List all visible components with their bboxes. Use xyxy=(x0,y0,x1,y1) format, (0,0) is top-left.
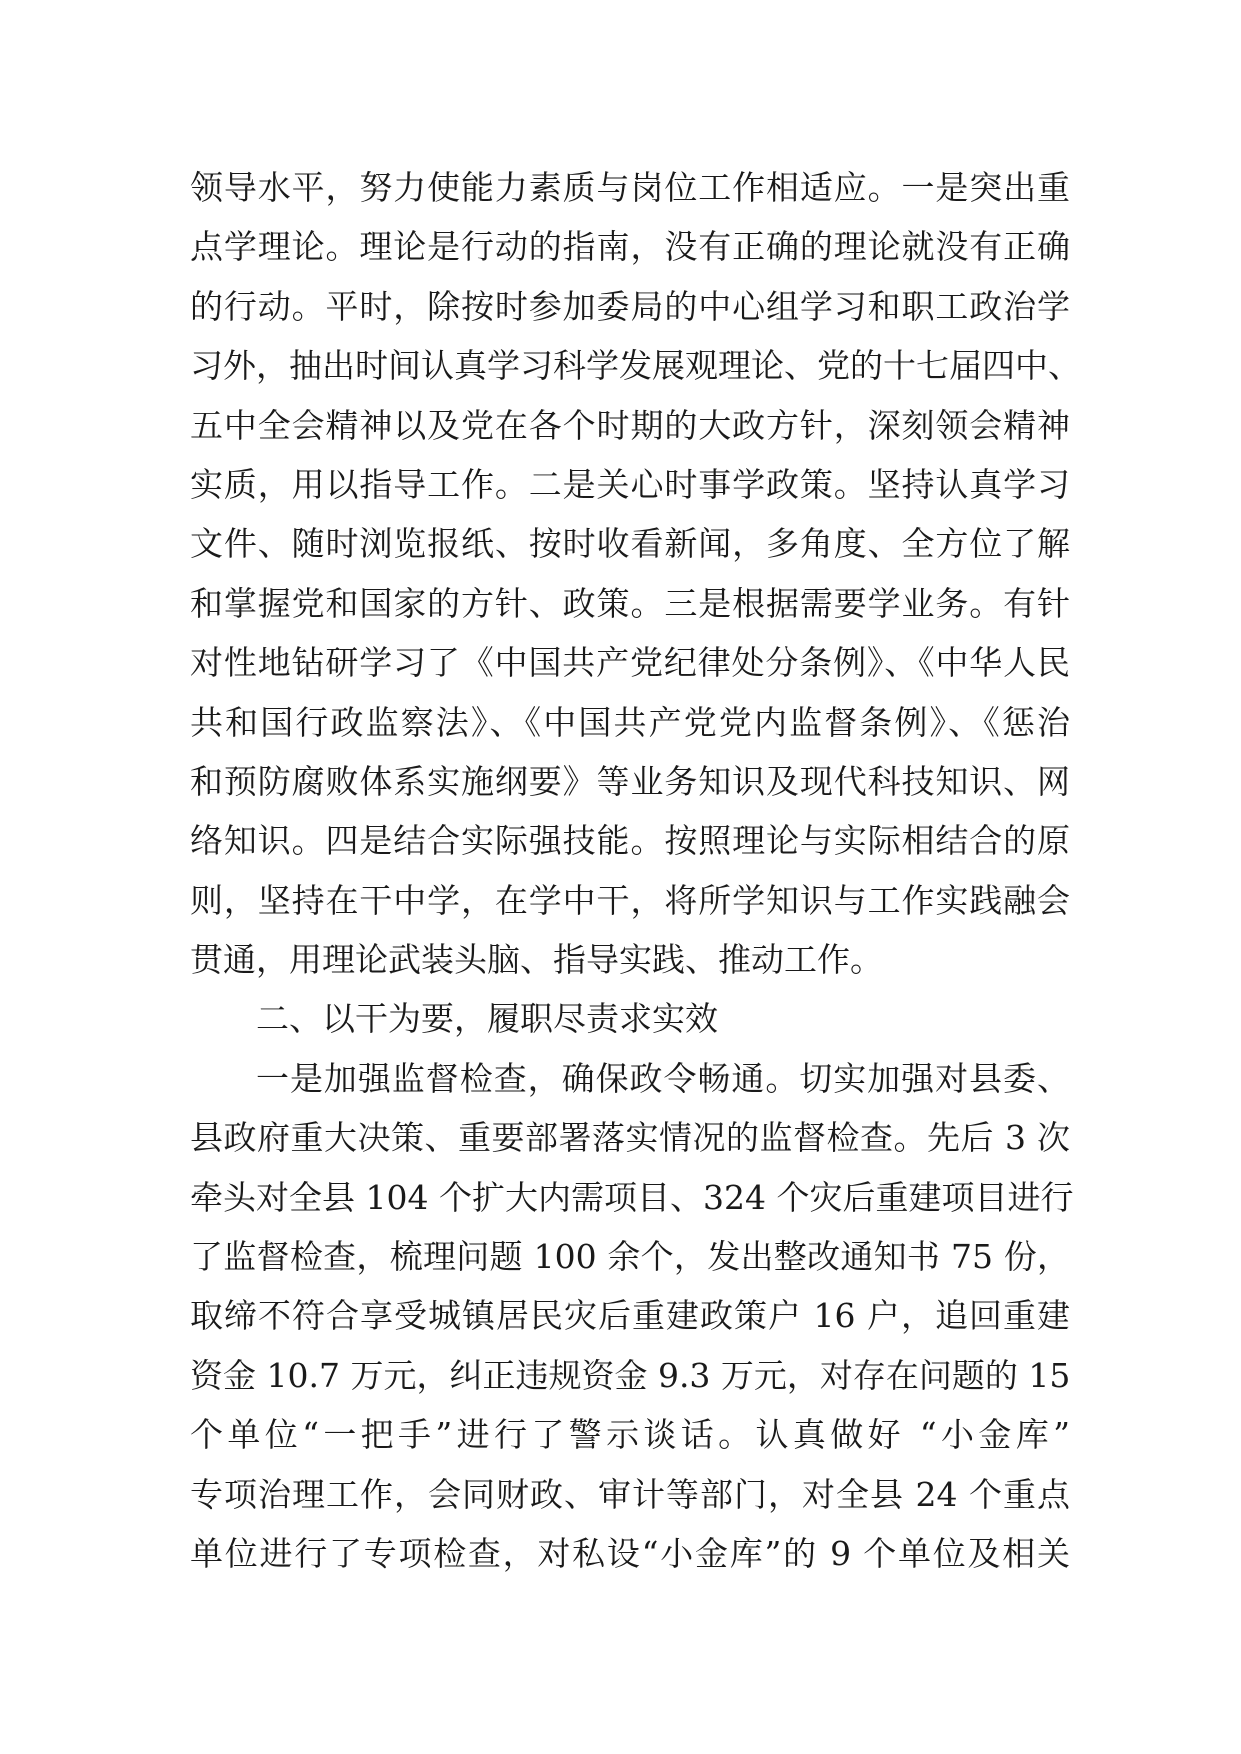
text-line: 个单位“一把手”进行了警示谈话。认真做好 “小金库” xyxy=(190,1415,1070,1455)
text-line: 的行动。平时，除按时参加委局的中心组学习和职工政治学 xyxy=(190,286,1070,326)
text-line: 习外，抽出时间认真学习科学发展观理论、党的十七届四中、 xyxy=(190,346,1081,386)
text-line: 了监督检查，梳理问题 100 余个，发出整改通知书 75 份， xyxy=(190,1237,1070,1277)
text-line: 则，坚持在干中学，在学中干，将所学知识与工作实践融会 xyxy=(190,880,1070,920)
text-line: 文件、随时浏览报纸、按时收看新闻，多角度、全方位了解 xyxy=(190,524,1070,564)
text-line: 牵头对全县 104 个扩大内需项目、324 个灾后重建项目进行 xyxy=(190,1177,1074,1217)
text-line: 和预防腐败体系实施纲要》等业务知识及现代科技知识、网 xyxy=(190,761,1070,801)
text-line: 共和国行政监察法》、《中国共产党党内监督条例》、《惩治 xyxy=(190,702,1070,742)
text-line: 和掌握党和国家的方针、政策。三是根据需要学业务。有针 xyxy=(190,583,1070,623)
body-text xyxy=(190,158,1081,1583)
text-line: 实质，用以指导工作。二是关心时事学政策。坚持认真学习 xyxy=(190,464,1070,504)
text-line: 五中全会精神以及党在各个时期的大政方针，深刻领会精神 xyxy=(190,405,1070,445)
text-line: 点学理论。理论是行动的指南，没有正确的理论就没有正确 xyxy=(190,227,1070,267)
text-line: 县政府重大决策、重要部署落实情况的监督检查。先后 3 次 xyxy=(190,1118,1070,1158)
text-line: 专项治理工作，会同财政、审计等部门，对全县 24 个重点 xyxy=(190,1474,1070,1514)
text-line: 络知识。四是结合实际强技能。按照理论与实际相结合的原 xyxy=(190,821,1070,861)
text-line: 对性地钻研学习了《中国共产党纪律处分条例》、《中华人民 xyxy=(190,643,1070,683)
text-line: 一是加强监督检查，确保政令畅通。切实加强对县委、 xyxy=(256,1058,1070,1098)
text-line: 领导水平，努力使能力素质与岗位工作相适应。一是突出重 xyxy=(190,168,1070,207)
text-line: 资金 10.7 万元，纠正违规资金 9.3 万元，对存在问题的 15 xyxy=(190,1355,1071,1395)
text-line: 贯通，用理论武装头脑、指导实践、推动工作。 xyxy=(190,940,883,980)
text-line: 单位进行了专项检查，对私设“小金库”的 9 个单位及相关 xyxy=(190,1533,1070,1573)
text-line: 取缔不符合享受城镇居民灾后重建政策户 16 户，追回重建 xyxy=(190,1296,1070,1336)
section-heading: 二、以干为要，履职尽责求实效 xyxy=(256,999,718,1039)
